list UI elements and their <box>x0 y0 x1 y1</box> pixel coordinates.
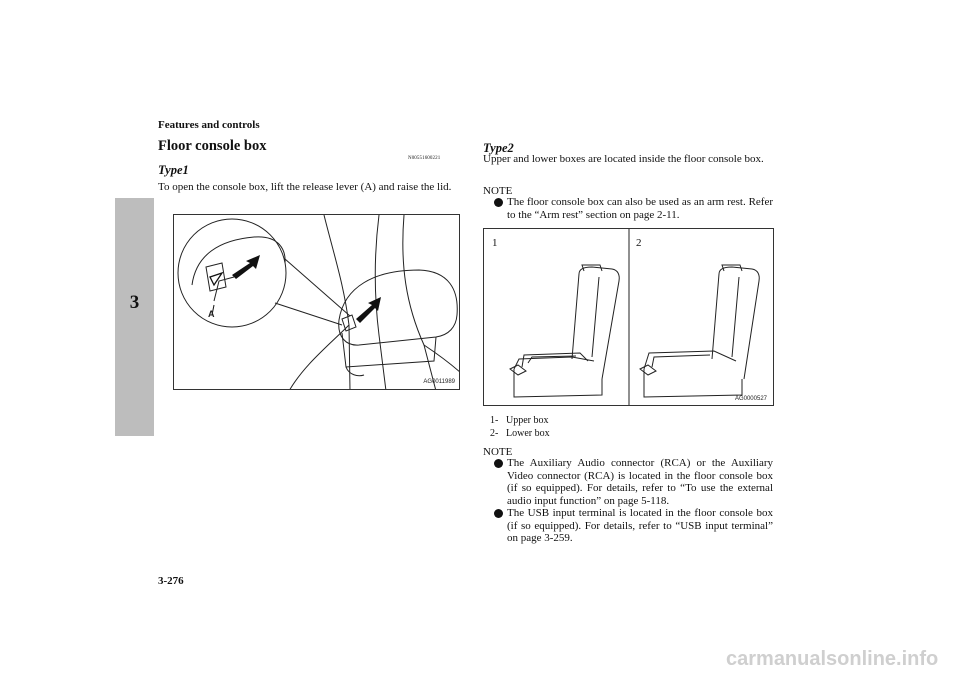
section-tab-number: 3 <box>129 292 140 313</box>
lever-label-a: A <box>208 309 215 319</box>
bullet-icon <box>494 459 503 468</box>
note-item <box>483 196 773 221</box>
note-item <box>483 457 773 507</box>
section-tab <box>115 198 154 436</box>
note-list-1 <box>483 196 773 221</box>
note-item-text: The floor console box can also be used as an arm rest. Refer to the “Arm rest” section on page 2-11. <box>507 196 773 221</box>
bullet-icon <box>494 509 503 518</box>
figure-code-2: AG0000527 <box>734 396 767 402</box>
type1-heading: Type1 <box>158 163 189 177</box>
figure-num-1: 1 <box>492 237 498 249</box>
type2-heading: Type2 <box>483 141 514 155</box>
type1-paragraph: To open the console box, lift the release lever (A) and raise the lid. <box>158 181 452 193</box>
figure-legend <box>490 414 550 440</box>
figure-num-2: 2 <box>636 237 642 249</box>
running-header: Features and controls <box>158 119 260 131</box>
type1-illustration <box>173 214 460 390</box>
bullet-icon <box>494 198 503 207</box>
page-title: Floor console box <box>158 138 267 154</box>
note-list-2 <box>483 457 773 545</box>
legend-item: 1- Upper box <box>490 415 549 426</box>
type2-paragraph: Upper and lower boxes are located inside the floor console box. <box>483 153 764 165</box>
legend-item: 2- Lower box <box>490 428 550 439</box>
note-item-text: The Auxiliary Audio connector (RCA) or the Auxiliary Video connector (RCA) is located in the floor console box (if so equipped). For details, refer to “To use the external audio input function” on page 5-118. <box>507 457 773 507</box>
note-label-2: NOTE <box>483 446 513 458</box>
type2-illustration <box>483 228 774 406</box>
document-code: N00551600221 <box>408 156 441 161</box>
upper-lower-box-drawing <box>484 229 774 406</box>
watermark: carmanualsonline.info <box>726 648 939 670</box>
page-number: 3-276 <box>158 575 184 587</box>
note-item <box>483 507 773 545</box>
note-item-text: The USB input terminal is located in the floor console box (if so equipped). For details, refer to “USB input terminal” on page 3-259. <box>507 507 773 544</box>
figure-code-1: AG0011989 <box>423 379 455 385</box>
note-label-1: NOTE <box>483 185 513 197</box>
